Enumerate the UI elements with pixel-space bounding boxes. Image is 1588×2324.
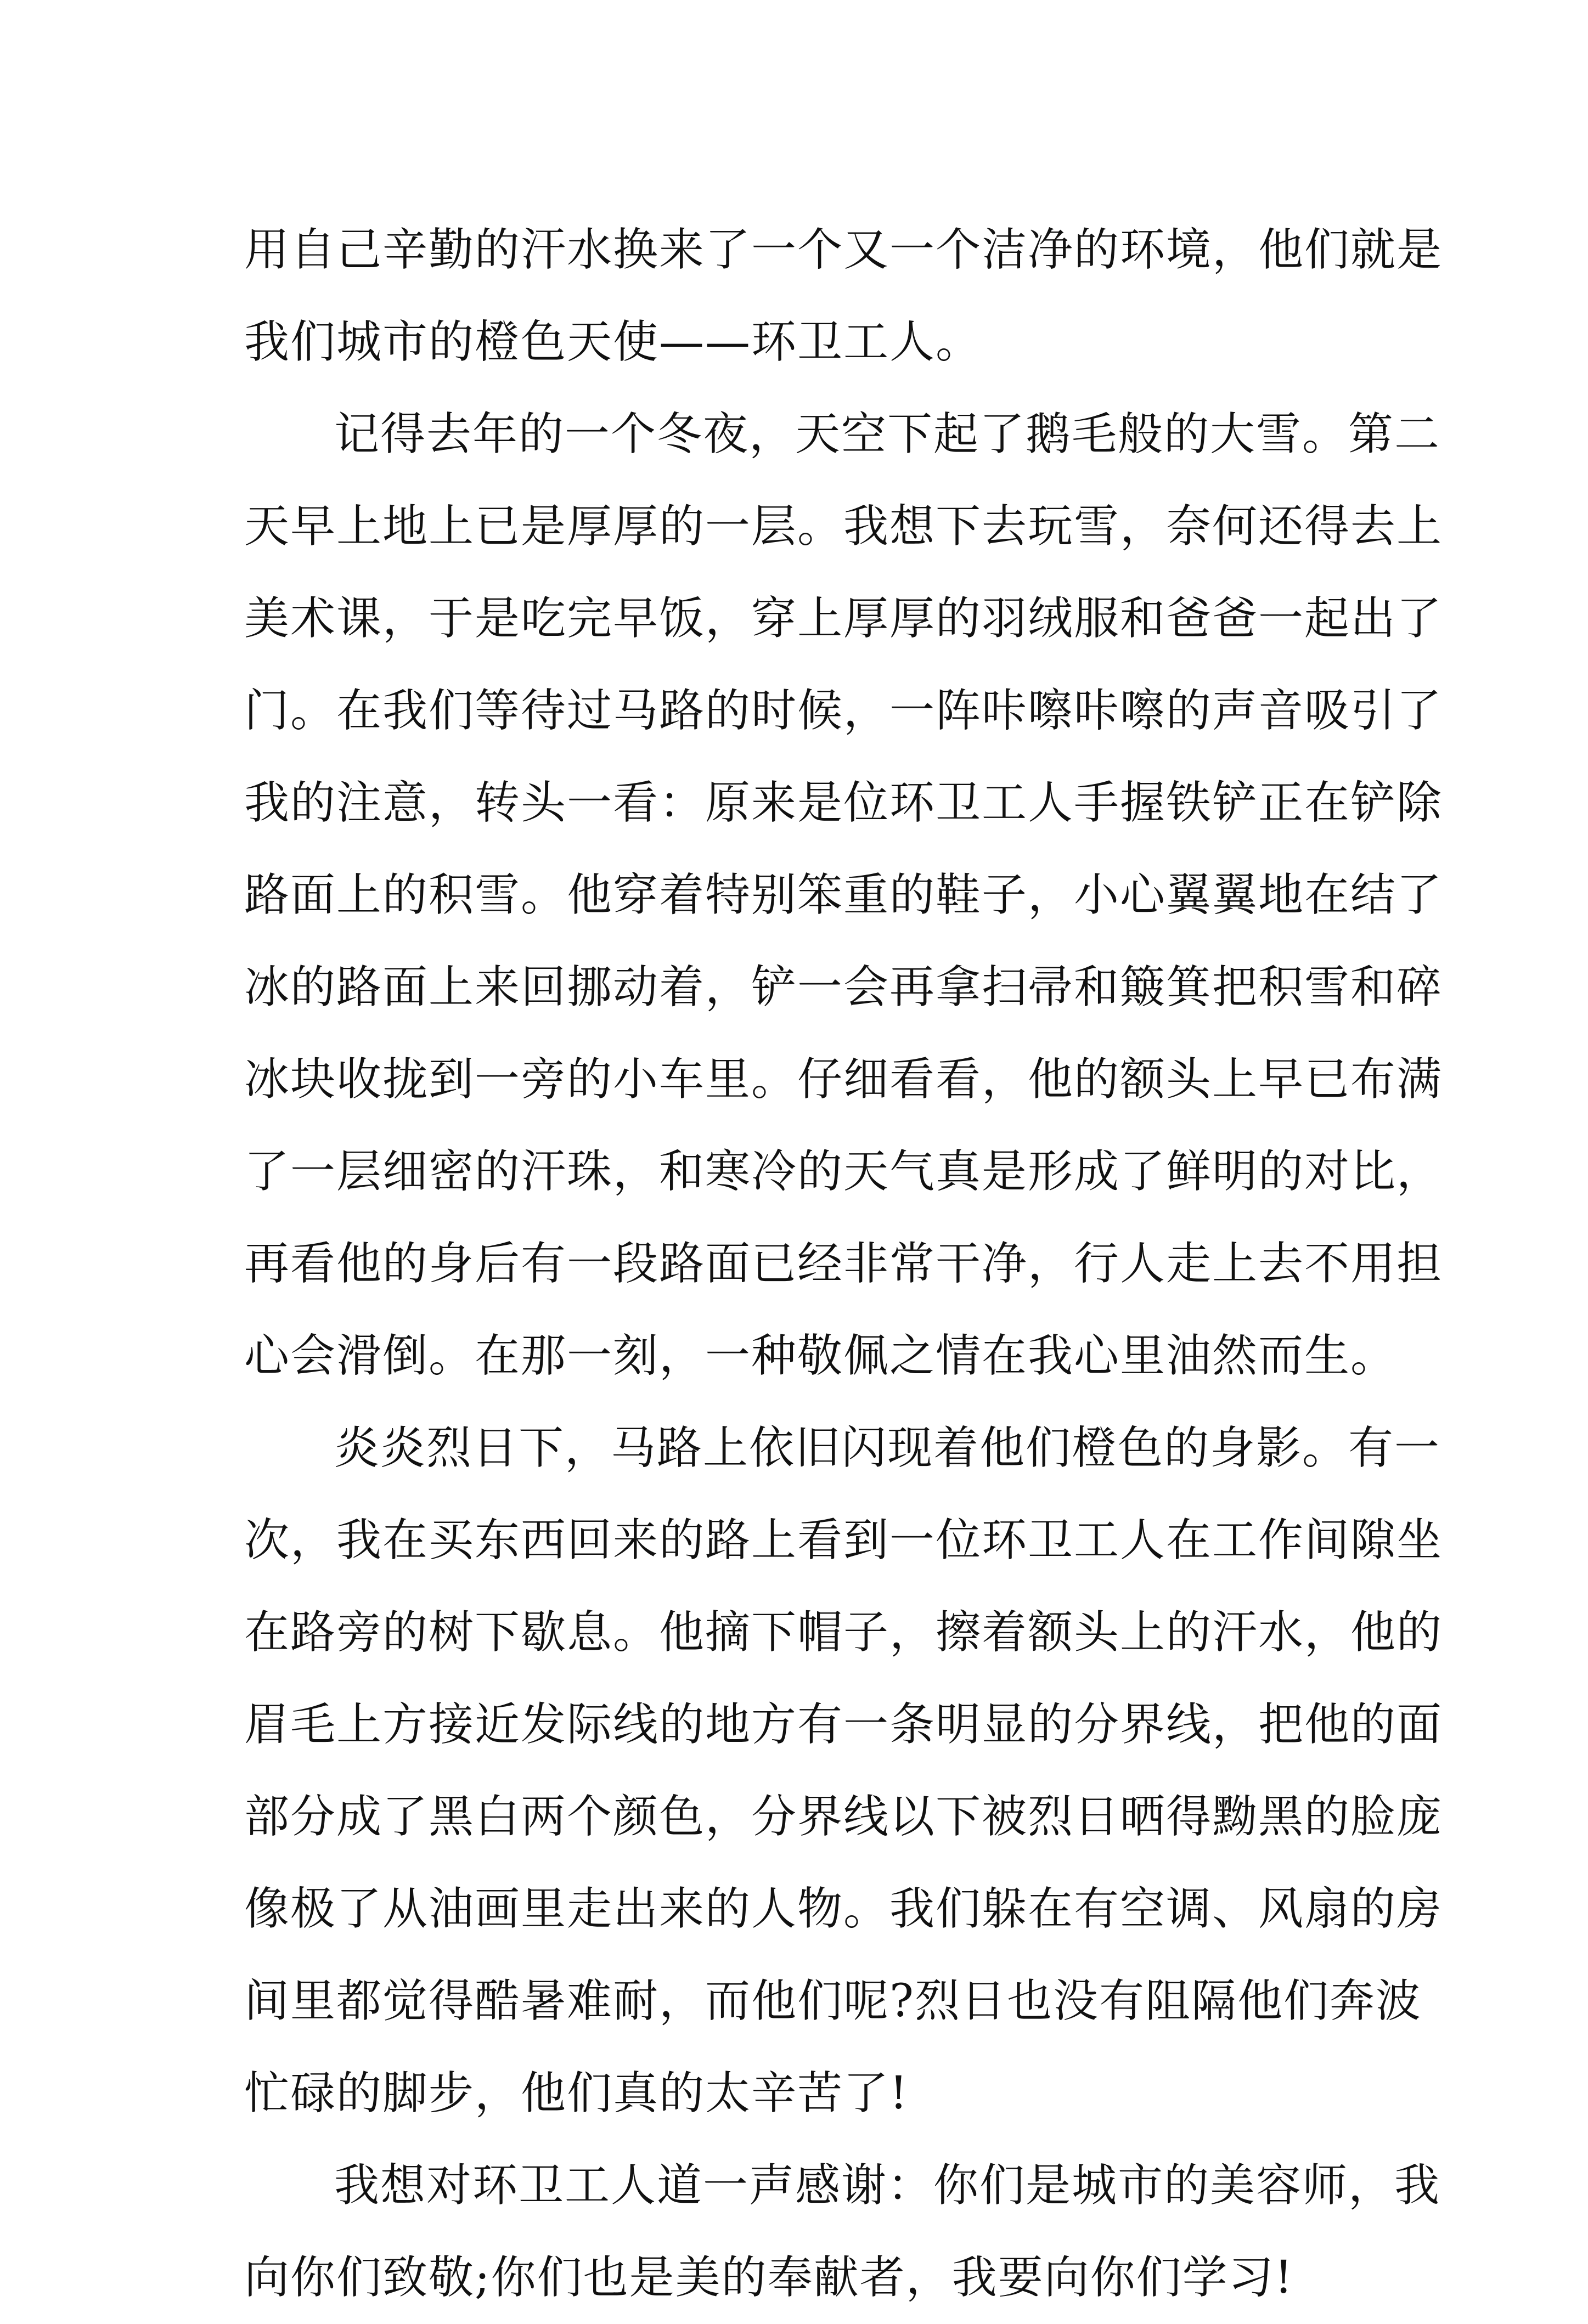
text-line: 冰块收拢到一旁的小车里。仔细看看，他的额头上早已布满 xyxy=(244,1053,1443,1105)
text-line: 用自己辛勤的汗水换来了一个又一个洁净的环境，他们就是 xyxy=(244,224,1443,276)
text-line: 间里都觉得酷暑难耐，而他们呢?烈日也没有阻隔他们奔波 xyxy=(244,1975,1422,2027)
body-text xyxy=(244,204,1443,2324)
paragraph-start-line: 记得去年的一个冬夜，天空下起了鹅毛般的大雪。第二 xyxy=(334,408,1441,460)
paragraph-start-line: 炎炎烈日下，马路上依旧闪现着他们橙色的身影。有一 xyxy=(334,1422,1441,1474)
text-line: 在路旁的树下歇息。他摘下帽子，擦着额头上的汗水，他的 xyxy=(244,1606,1443,1659)
text-line: 了一层细密的汗珠，和寒冷的天气真是形成了鲜明的对比， xyxy=(244,1146,1443,1198)
text-line: 次，我在买东西回来的路上看到一位环卫工人在工作间隙坐 xyxy=(244,1514,1443,1566)
text-line: 再看他的身后有一段路面已经非常干净，行人走上去不用担 xyxy=(244,1238,1443,1290)
text-line: 我们城市的橙色天使——环卫工人。 xyxy=(244,316,982,368)
text-line: 忙碌的脚步，他们真的太辛苦了! xyxy=(244,2067,909,2119)
text-line: 向你们致敬;你们也是美的奉献者，我要向你们学习! xyxy=(244,2252,1294,2304)
text-line: 门。在我们等待过马路的时候，一阵咔嚓咔嚓的声音吸引了 xyxy=(244,685,1443,737)
text-line: 美术课，于是吃完早饭，穿上厚厚的羽绒服和爸爸一起出了 xyxy=(244,593,1443,645)
text-line: 冰的路面上来回挪动着，铲一会再拿扫帚和簸箕把积雪和碎 xyxy=(244,961,1443,1013)
text-line: 心会滑倒。在那一刻，一种敬佩之情在我心里油然而生。 xyxy=(244,1330,1397,1382)
text-line: 路面上的积雪。他穿着特别笨重的鞋子，小心翼翼地在结了 xyxy=(244,869,1443,921)
paragraph-start-line: 我想对环卫工人道一声感谢：你们是城市的美容师，我 xyxy=(334,2159,1441,2212)
text-line: 像极了从油画里走出来的人物。我们躲在有空调、风扇的房 xyxy=(244,1883,1443,1935)
text-line: 部分成了黑白两个颜色，分界线以下被烈日晒得黝黑的脸庞 xyxy=(244,1791,1443,1843)
text-line: 天早上地上已是厚厚的一层。我想下去玩雪，奈何还得去上 xyxy=(244,500,1443,552)
text-line: 眉毛上方接近发际线的地方有一条明显的分界线，把他的面 xyxy=(244,1699,1443,1751)
text-line: 我的注意，转头一看：原来是位环卫工人手握铁铲正在铲除 xyxy=(244,777,1443,829)
